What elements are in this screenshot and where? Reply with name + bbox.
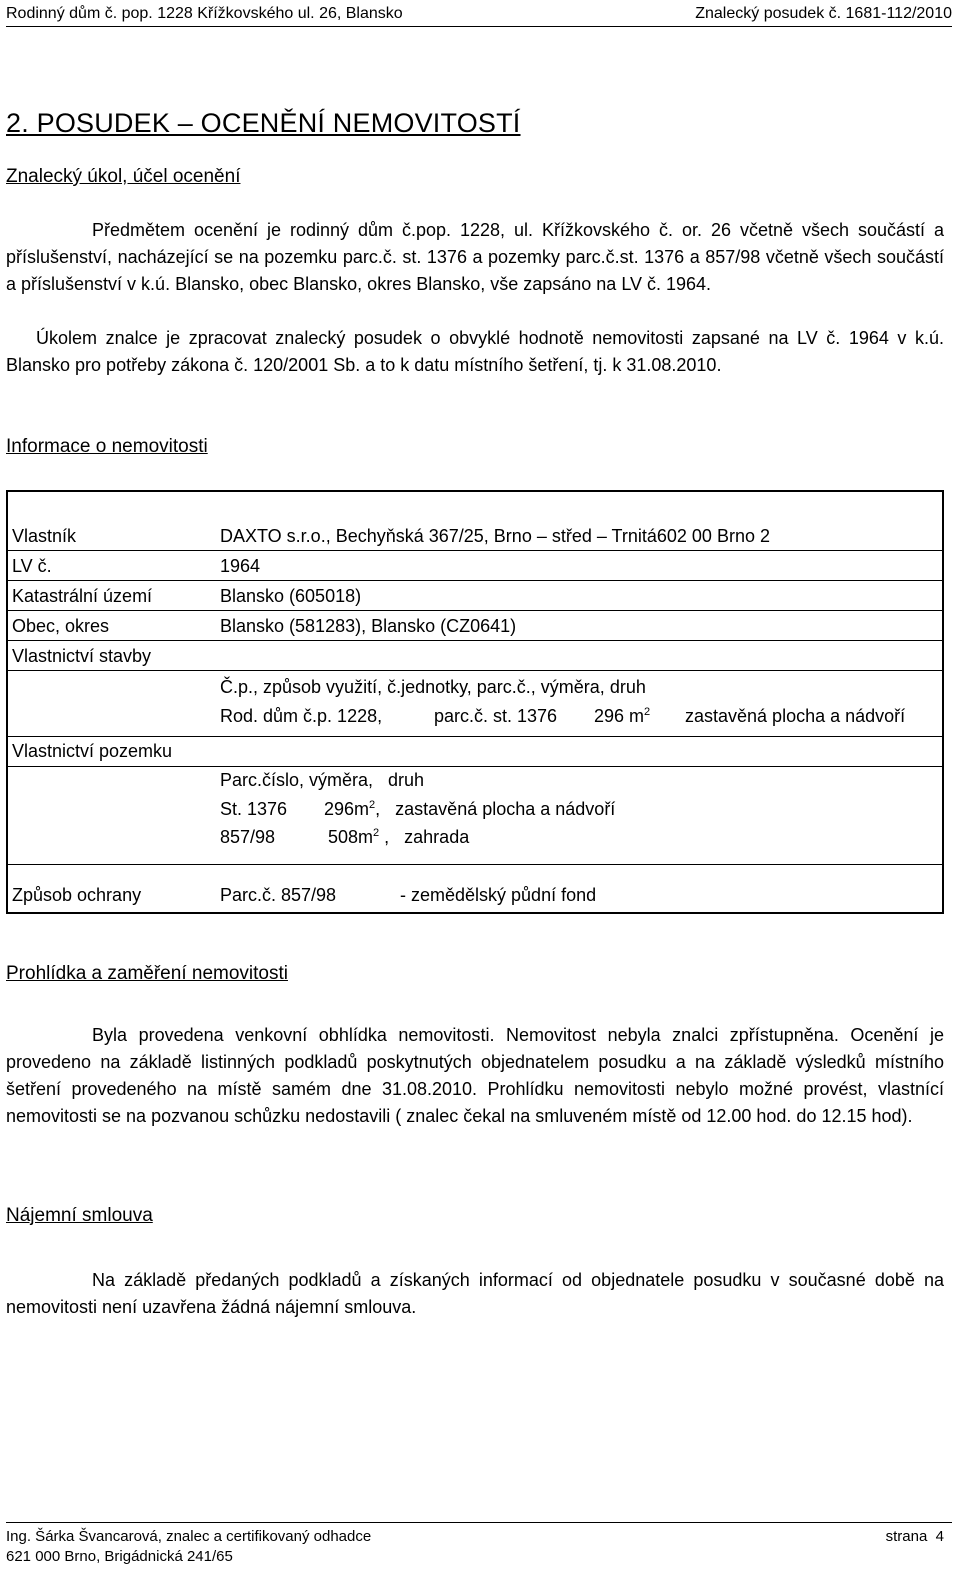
heading-prohlidka: Prohlídka a zaměření nemovitosti xyxy=(6,963,288,984)
footer-author: Ing. Šárka Švancarová, znalec a certifikovaný odhadce xyxy=(6,1528,372,1545)
header-right: Znalecký posudek č. 1681-112/2010 xyxy=(695,5,952,22)
heading-ukol: Znalecký úkol, účel ocenění xyxy=(6,166,241,187)
page-footer xyxy=(6,1522,952,1567)
page-number: 4 xyxy=(935,1528,944,1545)
paragraph-najem: Na základě předaných podkladů a získaných informací od objednatele posudku v současné době na nemovitosti není uzavřena žádná nájemní smlouva. xyxy=(6,1270,944,1317)
header-left: Rodinný dům č. pop. 1228 Křížkovského ul. 26, Blansko xyxy=(6,5,403,22)
footer-address: 621 000 Brno, Brigádnická 241/65 xyxy=(6,1548,233,1565)
property-info-table: Vlastník DAXTO s.r.o., Bechyňská 367/25, Brno – střed – Trnitá602 00 Brno 2 LV č. 1964 Katastrální území Blansko (605018) Obec, okres Blansko (581283), Blansko (CZ0641) Vlastnictví stavby Č.p., způsob využití, č.jednotky, parc.č., výměra, druh Rod. dům č.p. 1228, parc.č. st. 1376 296 $m^2$ zastavěná plocha a nádvoří Vlastnictví pozemku Parc.číslo, výměra, druh St. 1376 $296m^2$, zastavěná plocha a nádvoří 857/98 $508m^2$ , zahrada Způsob ochrany Parc.č. 857/98 - zemědělský půdní fond xyxy=(6,490,944,914)
page-header xyxy=(6,4,952,27)
paragraph-prohlidka: Byla provedena venkovní obhlídka nemovitosti. Nemovitost nebyla znalci zpřístupněna. Ocenění je provedeno na základě listinných podkladů poskytnutých objednatelem posudku a na základě výsledků místního šetření provedeného na místě samém dne 31.08.2010. Prohlídku nemovitosti nebylo možné provést, vlastnící nemovitosti se na pozvanou schůzku nedostavili ( znalec čekal na smluveném místě od 12.00 hod. do 12.15 hod). xyxy=(6,1025,944,1126)
heading-informace: Informace o nemovitosti xyxy=(6,436,208,457)
paragraph-ukolem: Úkolem znalce je zpracovat znalecký posudek o obvyklé hodnotě nemovitosti zapsané na LV č. 1964 v k.ú. Blansko pro potřeby zákona č. 120/2001 Sb. a to k datu místního šetření, tj. k 31.08.2010. xyxy=(6,328,944,375)
heading-najem: Nájemní smlouva xyxy=(6,1205,153,1226)
paragraph-predmet: Předmětem ocenění je rodinný dům č.pop. 1228, ul. Křížkovského č. or. 26 včetně všech součástí a příslušenství, nacházející se na pozemku parc.č. st. 1376 a pozemky parc.č.st. 1376 a 857/98 včetně všech součástí a příslušenství v k.ú. Blansko, obec Blansko, okres Blansko, vše zapsáno na LV č. 1964. xyxy=(6,220,944,294)
section-title: 2. POSUDEK – OCENĚNÍ NEMOVITOSTÍ xyxy=(6,108,521,138)
footer-page: strana 4 xyxy=(885,1528,944,1545)
